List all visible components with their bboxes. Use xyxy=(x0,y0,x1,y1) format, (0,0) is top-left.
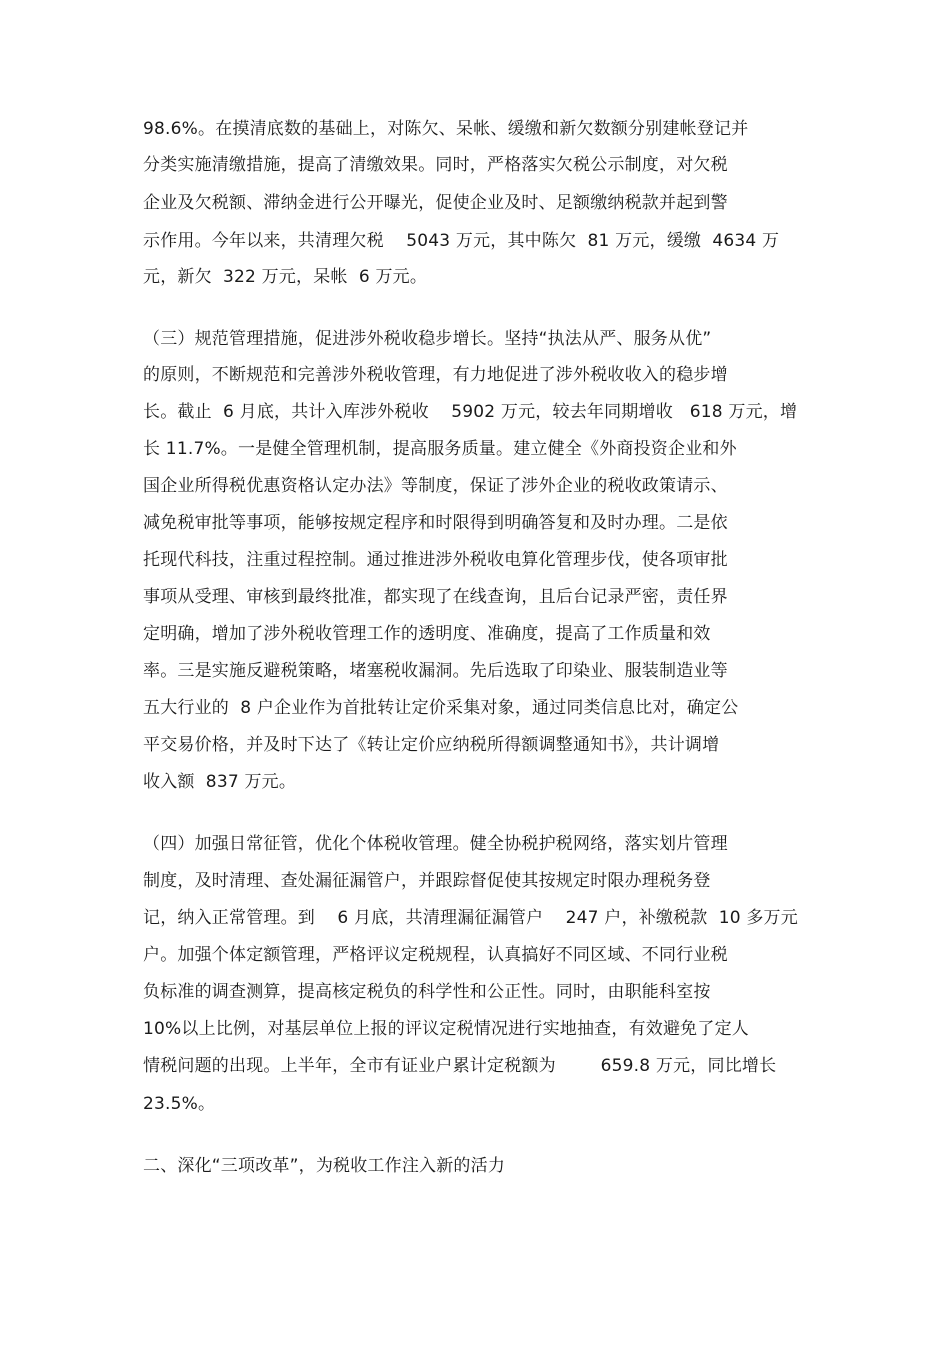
text-line: 元，新欠 322 万元，呆帐 6 万元。 xyxy=(143,267,428,287)
text-line: 制度，及时清理、查处漏征漏管户，并跟踪督促使其按规定时限办理税务登 xyxy=(143,871,711,891)
text-line: 示作用。今年以来，共清理欠税 5043 万元，其中陈欠 81 万元，缓缴 4634 万 xyxy=(143,231,780,251)
text-line: 的原则，不断规范和完善涉外税收管理，有力地促进了涉外税收收入的稳步增 xyxy=(143,365,728,385)
text-line: 定明确，增加了涉外税收管理工作的透明度、准确度，提高了工作质量和效 xyxy=(143,624,711,644)
text-line: 户。加强个体定额管理，严格评议定税规程，认真搞好不同区域、不同行业税 xyxy=(143,945,728,965)
text-line: 减免税审批等事项，能够按规定程序和时限得到明确答复和及时办理。二是依 xyxy=(143,513,728,533)
text-line: 国企业所得税优惠资格认定办法》等制度，保证了涉外企业的税收政策请示、 xyxy=(143,476,728,496)
text-line: 平交易价格，并及时下达了《转让定价应纳税所得额调整通知书》，共计调增 xyxy=(143,735,720,755)
text-line: 率。三是实施反避税策略，堵塞税收漏洞。先后选取了印染业、服装制造业等 xyxy=(143,661,728,681)
text-line: 记，纳入正常管理。到 6 月底，共清理漏征漏管户 247 户，补缴税款 10 多万元 xyxy=(143,908,798,928)
text-line: 事项从受理、审核到最终批准，都实现了在线查询，且后台记录严密，责任界 xyxy=(143,587,728,607)
text-line: （三）规范管理措施，促进涉外税收稳步增长。坚持“执法从严、服务从优” xyxy=(143,329,712,349)
text-line: 分类实施清缴措施，提高了清缴效果。同时，严格落实欠税公示制度，对欠税 xyxy=(143,155,728,175)
text-line: （四）加强日常征管，优化个体税收管理。健全协税护税网络，落实划片管理 xyxy=(143,834,728,854)
text-line: 二、深化“三项改革”，为税收工作注入新的活力 xyxy=(143,1156,506,1176)
text-line: 五大行业的 8 户企业作为首批转让定价采集对象，通过同类信息比对，确定公 xyxy=(143,698,739,718)
text-line: 负标准的调查测算，提高核定税负的科学性和公正性。同时，由职能科室按 xyxy=(143,982,711,1002)
text-line: 98.6%。在摸清底数的基础上，对陈欠、呆帐、缓缴和新欠数额分别建帐登记并 xyxy=(143,119,749,139)
text-line: 长 11.7%。一是健全管理机制，提高服务质量。建立健全《外商投资企业和外 xyxy=(143,439,737,459)
text-line: 企业及欠税额、滞纳金进行公开曝光，促使企业及时、足额缴纳税款并起到警 xyxy=(143,193,728,213)
text-line: 长。截止 6 月底，共计入库涉外税收 5902 万元，较去年同期增收 618 万元，增 xyxy=(143,402,798,422)
text-line: 托现代科技，注重过程控制。通过推进涉外税收电算化管理步伐，使各项审批 xyxy=(143,550,728,570)
text-line: 23.5%。 xyxy=(143,1094,216,1114)
text-line: 10%以上比例，对基层单位上报的评议定税情况进行实地抽查，有效避免了定人 xyxy=(143,1019,749,1039)
text-line: 收入额 837 万元。 xyxy=(143,772,297,792)
text-line: 情税问题的出现。上半年，全市有证业户累计定税额为 659.8 万元，同比增长 xyxy=(143,1056,777,1076)
